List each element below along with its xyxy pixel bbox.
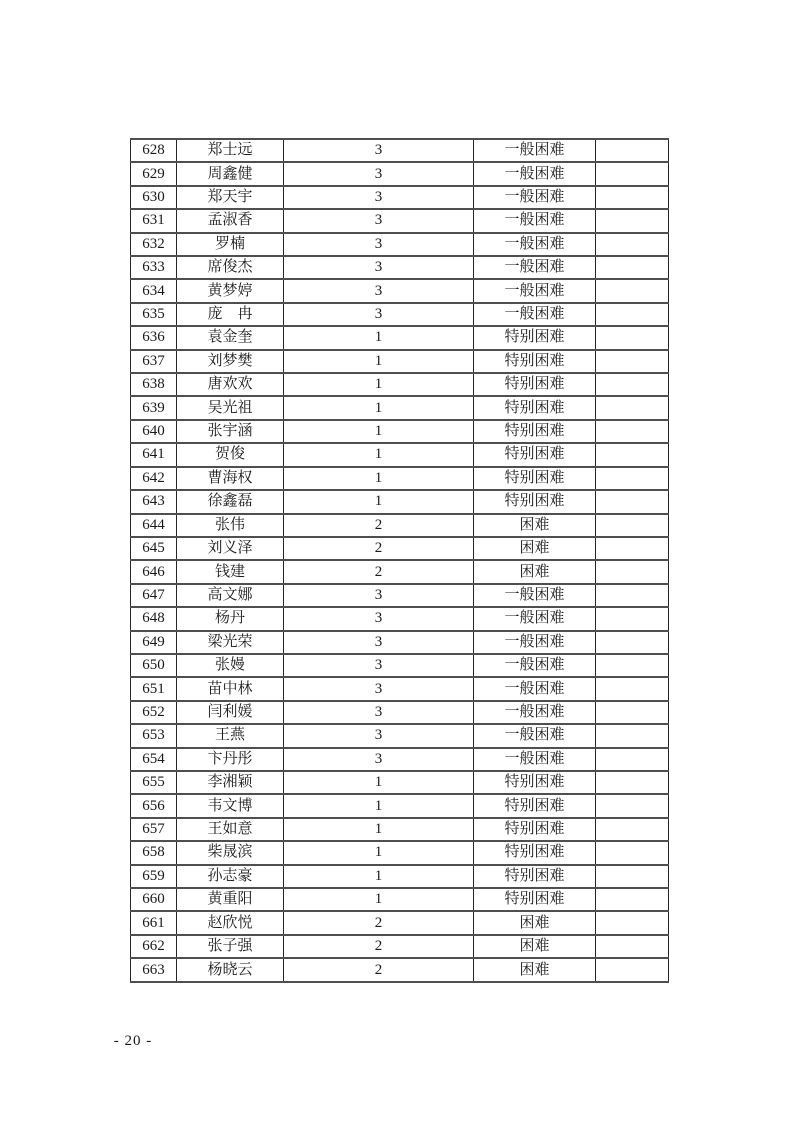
cell-category: 一般困难 [474, 279, 596, 302]
cell-level: 3 [284, 186, 474, 209]
cell-category: 特别困难 [474, 350, 596, 373]
cell-level: 1 [284, 818, 474, 841]
table-row [131, 537, 669, 560]
cell-name: 孙志豪 [177, 865, 284, 888]
cell-name: 唐欢欢 [177, 373, 284, 396]
cell-no: 645 [131, 537, 177, 560]
cell-name: 张子强 [177, 935, 284, 958]
table-row [131, 584, 669, 607]
cell-no: 628 [131, 139, 177, 162]
cell-level: 3 [284, 233, 474, 256]
cell-no: 658 [131, 841, 177, 864]
cell-name: 吴光祖 [177, 396, 284, 419]
cell-note [596, 677, 669, 700]
cell-note [596, 865, 669, 888]
cell-no: 640 [131, 420, 177, 443]
cell-no: 648 [131, 607, 177, 630]
cell-name: 王如意 [177, 818, 284, 841]
cell-level: 1 [284, 467, 474, 490]
table-row [131, 467, 669, 490]
cell-level: 1 [284, 865, 474, 888]
cell-level: 3 [284, 724, 474, 747]
cell-name: 李湘颖 [177, 771, 284, 794]
cell-level: 3 [284, 303, 474, 326]
cell-category: 一般困难 [474, 162, 596, 185]
cell-category: 特别困难 [474, 794, 596, 817]
cell-no: 643 [131, 490, 177, 513]
cell-no: 633 [131, 256, 177, 279]
cell-level: 2 [284, 911, 474, 934]
table-row [131, 677, 669, 700]
table-row [131, 958, 669, 982]
cell-name: 杨晓云 [177, 958, 284, 982]
table-row [131, 186, 669, 209]
cell-no: 631 [131, 209, 177, 232]
table-row [131, 279, 669, 302]
cell-no: 654 [131, 748, 177, 771]
cell-name: 赵欣悦 [177, 911, 284, 934]
cell-category: 特别困难 [474, 888, 596, 911]
cell-note [596, 373, 669, 396]
cell-note [596, 233, 669, 256]
cell-name: 曹海权 [177, 467, 284, 490]
cell-name: 郑士远 [177, 139, 284, 162]
cell-name: 席俊杰 [177, 256, 284, 279]
cell-level: 3 [284, 139, 474, 162]
cell-note [596, 607, 669, 630]
table-row [131, 560, 669, 583]
cell-note [596, 139, 669, 162]
cell-category: 困难 [474, 560, 596, 583]
cell-no: 637 [131, 350, 177, 373]
cell-category: 困难 [474, 911, 596, 934]
cell-no: 656 [131, 794, 177, 817]
cell-name: 徐鑫磊 [177, 490, 284, 513]
cell-note [596, 560, 669, 583]
table-row [131, 396, 669, 419]
cell-no: 651 [131, 677, 177, 700]
table-row [131, 771, 669, 794]
cell-name: 刘梦樊 [177, 350, 284, 373]
cell-note [596, 209, 669, 232]
page-number: - 20 - [113, 1033, 153, 1049]
cell-note [596, 186, 669, 209]
cell-note [596, 935, 669, 958]
table-row [131, 841, 669, 864]
cell-level: 2 [284, 958, 474, 982]
cell-note [596, 303, 669, 326]
cell-name: 周鑫健 [177, 162, 284, 185]
cell-note [596, 256, 669, 279]
cell-note [596, 162, 669, 185]
cell-name: 高文娜 [177, 584, 284, 607]
cell-no: 647 [131, 584, 177, 607]
cell-category: 特别困难 [474, 396, 596, 419]
cell-no: 661 [131, 911, 177, 934]
cell-note [596, 841, 669, 864]
cell-name: 孟淑香 [177, 209, 284, 232]
table-row [131, 724, 669, 747]
table-row [131, 256, 669, 279]
cell-category: 特别困难 [474, 490, 596, 513]
table-row [131, 631, 669, 654]
table-row [131, 490, 669, 513]
cell-no: 649 [131, 631, 177, 654]
cell-note [596, 724, 669, 747]
cell-level: 3 [284, 209, 474, 232]
cell-name: 刘义泽 [177, 537, 284, 560]
cell-level: 3 [284, 701, 474, 724]
cell-note [596, 958, 669, 982]
cell-note [596, 350, 669, 373]
cell-category: 特别困难 [474, 443, 596, 466]
cell-category: 一般困难 [474, 584, 596, 607]
cell-category: 一般困难 [474, 139, 596, 162]
cell-level: 1 [284, 490, 474, 513]
cell-no: 635 [131, 303, 177, 326]
cell-no: 636 [131, 326, 177, 349]
cell-no: 632 [131, 233, 177, 256]
table-row [131, 209, 669, 232]
cell-category: 困难 [474, 514, 596, 537]
cell-note [596, 771, 669, 794]
cell-level: 3 [284, 584, 474, 607]
cell-level: 2 [284, 514, 474, 537]
cell-level: 1 [284, 420, 474, 443]
cell-note [596, 631, 669, 654]
table-row [131, 373, 669, 396]
cell-level: 3 [284, 607, 474, 630]
table-row [131, 865, 669, 888]
cell-name: 张宇涵 [177, 420, 284, 443]
cell-level: 3 [284, 654, 474, 677]
cell-no: 662 [131, 935, 177, 958]
cell-note [596, 326, 669, 349]
cell-note [596, 467, 669, 490]
cell-category: 特别困难 [474, 420, 596, 443]
cell-name: 黄梦婷 [177, 279, 284, 302]
cell-level: 2 [284, 935, 474, 958]
cell-no: 646 [131, 560, 177, 583]
cell-note [596, 654, 669, 677]
table-row [131, 443, 669, 466]
cell-category: 一般困难 [474, 701, 596, 724]
cell-level: 1 [284, 888, 474, 911]
cell-note [596, 748, 669, 771]
cell-category: 一般困难 [474, 748, 596, 771]
cell-level: 3 [284, 631, 474, 654]
cell-level: 1 [284, 443, 474, 466]
cell-note [596, 514, 669, 537]
cell-level: 2 [284, 537, 474, 560]
cell-no: 650 [131, 654, 177, 677]
cell-name: 罗楠 [177, 233, 284, 256]
table-row [131, 350, 669, 373]
cell-name: 苗中林 [177, 677, 284, 700]
cell-category: 困难 [474, 935, 596, 958]
cell-category: 特别困难 [474, 818, 596, 841]
cell-name: 袁金奎 [177, 326, 284, 349]
cell-category: 一般困难 [474, 677, 596, 700]
table-row [131, 162, 669, 185]
cell-no: 644 [131, 514, 177, 537]
cell-note [596, 490, 669, 513]
cell-name: 柴晟滨 [177, 841, 284, 864]
cell-note [596, 279, 669, 302]
cell-name: 黄重阳 [177, 888, 284, 911]
cell-name: 张嫚 [177, 654, 284, 677]
cell-category: 一般困难 [474, 631, 596, 654]
cell-level: 1 [284, 841, 474, 864]
cell-category: 一般困难 [474, 256, 596, 279]
cell-level: 3 [284, 256, 474, 279]
cell-category: 一般困难 [474, 186, 596, 209]
table-row [131, 748, 669, 771]
subsidy-table [130, 138, 669, 983]
cell-category: 特别困难 [474, 841, 596, 864]
cell-no: 660 [131, 888, 177, 911]
cell-note [596, 584, 669, 607]
cell-level: 3 [284, 279, 474, 302]
cell-level: 1 [284, 350, 474, 373]
cell-category: 一般困难 [474, 724, 596, 747]
cell-category: 特别困难 [474, 326, 596, 349]
cell-note [596, 420, 669, 443]
cell-level: 1 [284, 326, 474, 349]
cell-note [596, 888, 669, 911]
cell-name: 贺俊 [177, 443, 284, 466]
cell-level: 2 [284, 560, 474, 583]
table-row [131, 139, 669, 162]
cell-level: 3 [284, 748, 474, 771]
table-row [131, 303, 669, 326]
cell-no: 653 [131, 724, 177, 747]
cell-category: 一般困难 [474, 607, 596, 630]
cell-no: 655 [131, 771, 177, 794]
cell-note [596, 701, 669, 724]
cell-level: 1 [284, 771, 474, 794]
cell-category: 一般困难 [474, 233, 596, 256]
table-row [131, 818, 669, 841]
cell-name: 王燕 [177, 724, 284, 747]
table-row [131, 701, 669, 724]
cell-no: 652 [131, 701, 177, 724]
table-row [131, 420, 669, 443]
cell-no: 657 [131, 818, 177, 841]
cell-level: 1 [284, 396, 474, 419]
cell-category: 特别困难 [474, 865, 596, 888]
cell-name: 钱建 [177, 560, 284, 583]
cell-no: 629 [131, 162, 177, 185]
cell-no: 641 [131, 443, 177, 466]
cell-no: 642 [131, 467, 177, 490]
cell-name: 郑天宇 [177, 186, 284, 209]
cell-no: 639 [131, 396, 177, 419]
cell-no: 630 [131, 186, 177, 209]
cell-level: 3 [284, 162, 474, 185]
cell-name: 庞 冉 [177, 303, 284, 326]
cell-no: 634 [131, 279, 177, 302]
cell-name: 韦文博 [177, 794, 284, 817]
cell-note [596, 537, 669, 560]
table-row [131, 794, 669, 817]
cell-no: 659 [131, 865, 177, 888]
table-row [131, 888, 669, 911]
cell-no: 638 [131, 373, 177, 396]
cell-note [596, 911, 669, 934]
table-row [131, 514, 669, 537]
cell-category: 特别困难 [474, 467, 596, 490]
table-row [131, 326, 669, 349]
cell-name: 梁光荣 [177, 631, 284, 654]
cell-note [596, 443, 669, 466]
cell-name: 张伟 [177, 514, 284, 537]
cell-note [596, 396, 669, 419]
table-row [131, 607, 669, 630]
cell-category: 特别困难 [474, 373, 596, 396]
cell-level: 1 [284, 794, 474, 817]
cell-level: 1 [284, 373, 474, 396]
cell-category: 困难 [474, 537, 596, 560]
table-row [131, 233, 669, 256]
cell-category: 一般困难 [474, 209, 596, 232]
cell-no: 663 [131, 958, 177, 982]
table-row [131, 911, 669, 934]
table-row [131, 935, 669, 958]
cell-name: 卞丹彤 [177, 748, 284, 771]
cell-note [596, 818, 669, 841]
cell-category: 一般困难 [474, 303, 596, 326]
cell-name: 闫利媛 [177, 701, 284, 724]
cell-category: 困难 [474, 958, 596, 982]
cell-level: 3 [284, 677, 474, 700]
cell-category: 特别困难 [474, 771, 596, 794]
cell-note [596, 794, 669, 817]
table-row [131, 654, 669, 677]
cell-category: 一般困难 [474, 654, 596, 677]
cell-name: 杨丹 [177, 607, 284, 630]
